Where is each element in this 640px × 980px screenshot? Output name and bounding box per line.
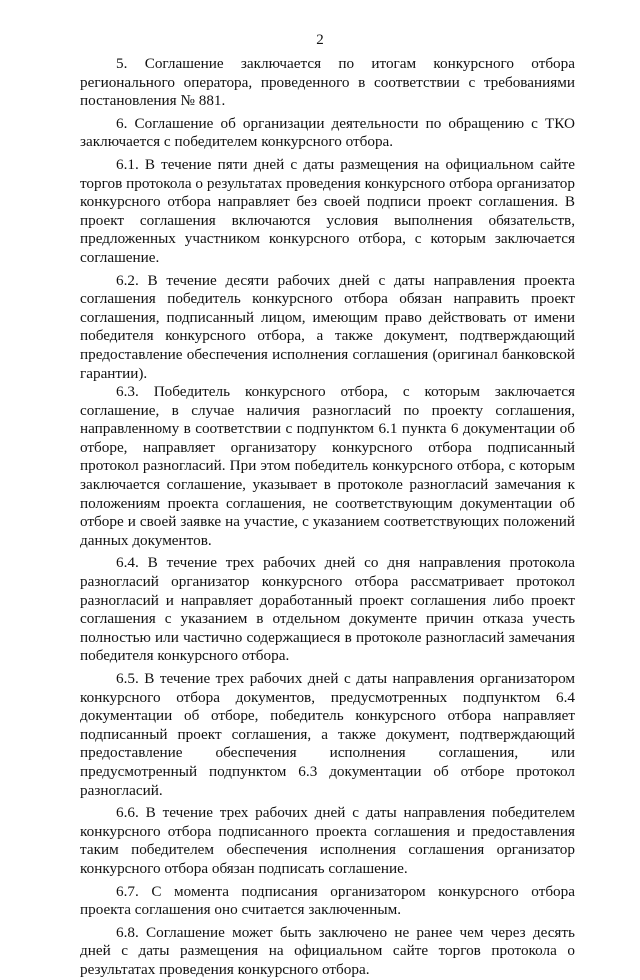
page-number: 2	[316, 32, 324, 48]
paragraph-6-3: 6.3. Победитель конкурсного отбора, с которым заключается соглашение, в случае наличия разногласий по проекту соглашения, направленному в соответствии с подпунктом 6.1 пункта 6 документации об отборе, направляет организатору конкурсного отбора подписанный протокол разногласий. При этом победитель конкурсного отбора, с которым заключается соглашение, указывает в протоколе разногласий замечания к положениям проекта соглашения, не соответствующим документации об отборе и своей заявке на участие, с указанием соответствующих положений данных документов.	[80, 383, 575, 549]
paragraph-6-1: 6.1. В течение пяти дней с даты размещения на официальном сайте торгов протокола о результатах проведения конкурсного отбора организатор конкурсного отбора направляет без своей подписи проект соглашения. В проект соглашения включаются условия выполнения обязательств, предложенных участником конкурсного отбора, с которым заключается соглашение.	[80, 155, 575, 266]
paragraph-6-8: 6.8. Соглашение может быть заключено не ранее чем через десять дней с даты размещения на официальном сайте торгов протокола о результатах проведения конкурсного отбора.	[80, 923, 575, 978]
paragraph-6-5: 6.5. В течение трех рабочих дней с даты направления организатором конкурсного отбора документов, предусмотренных подпунктом 6.4 документации об отборе, победитель конкурсного отбора направляет подписанный проект соглашения, а также документ, подтверждающий предоставление обеспечения исполнения соглашения, или предусмотренный подпунктом 6.3 документации об отборе протокол разногласий.	[80, 670, 575, 799]
paragraph-5: 5. Соглашение заключается по итогам конкурсного отбора регионального оператора, проведенного в соответствии с требованиями постановления № 881.	[80, 55, 575, 110]
paragraph-6-2: 6.2. В течение десяти рабочих дней с даты направления проекта соглашения победитель конкурсного отбора обязан направить проект соглашения, подписанный лицом, имеющим право действовать от имени победителя конкурсного отбора, а также документ, подтверждающий предоставление обеспечения исполнения соглашения (оригинал банковской гарантии).	[80, 271, 575, 382]
paragraph-6-7: 6.7. С момента подписания организатором конкурсного отбора проекта соглашения оно считается заключенным.	[80, 882, 575, 919]
paragraph-6-6: 6.6. В течение трех рабочих дней с даты направления победителем конкурсного отбора подписанного проекта соглашения и предоставления таким победителем обеспечения исполнения соглашения организатор конкурсного отбора обязан подписать соглашение.	[80, 804, 575, 877]
paragraph-6: 6. Соглашение об организации деятельности по обращению с ТКО заключается с победителем конкурсного отбора.	[80, 114, 575, 151]
document-body	[80, 55, 575, 980]
paragraph-6-4: 6.4. В течение трех рабочих дней со дня направления протокола разногласий организатор конкурсного отбора рассматривает протокол разногласий и направляет доработанный проект соглашения либо проект соглашения с указанием в отдельном документе причин отказа учесть полностью или частично содержащиеся в протоколе разногласий замечания победителя конкурсного отбора.	[80, 554, 575, 665]
